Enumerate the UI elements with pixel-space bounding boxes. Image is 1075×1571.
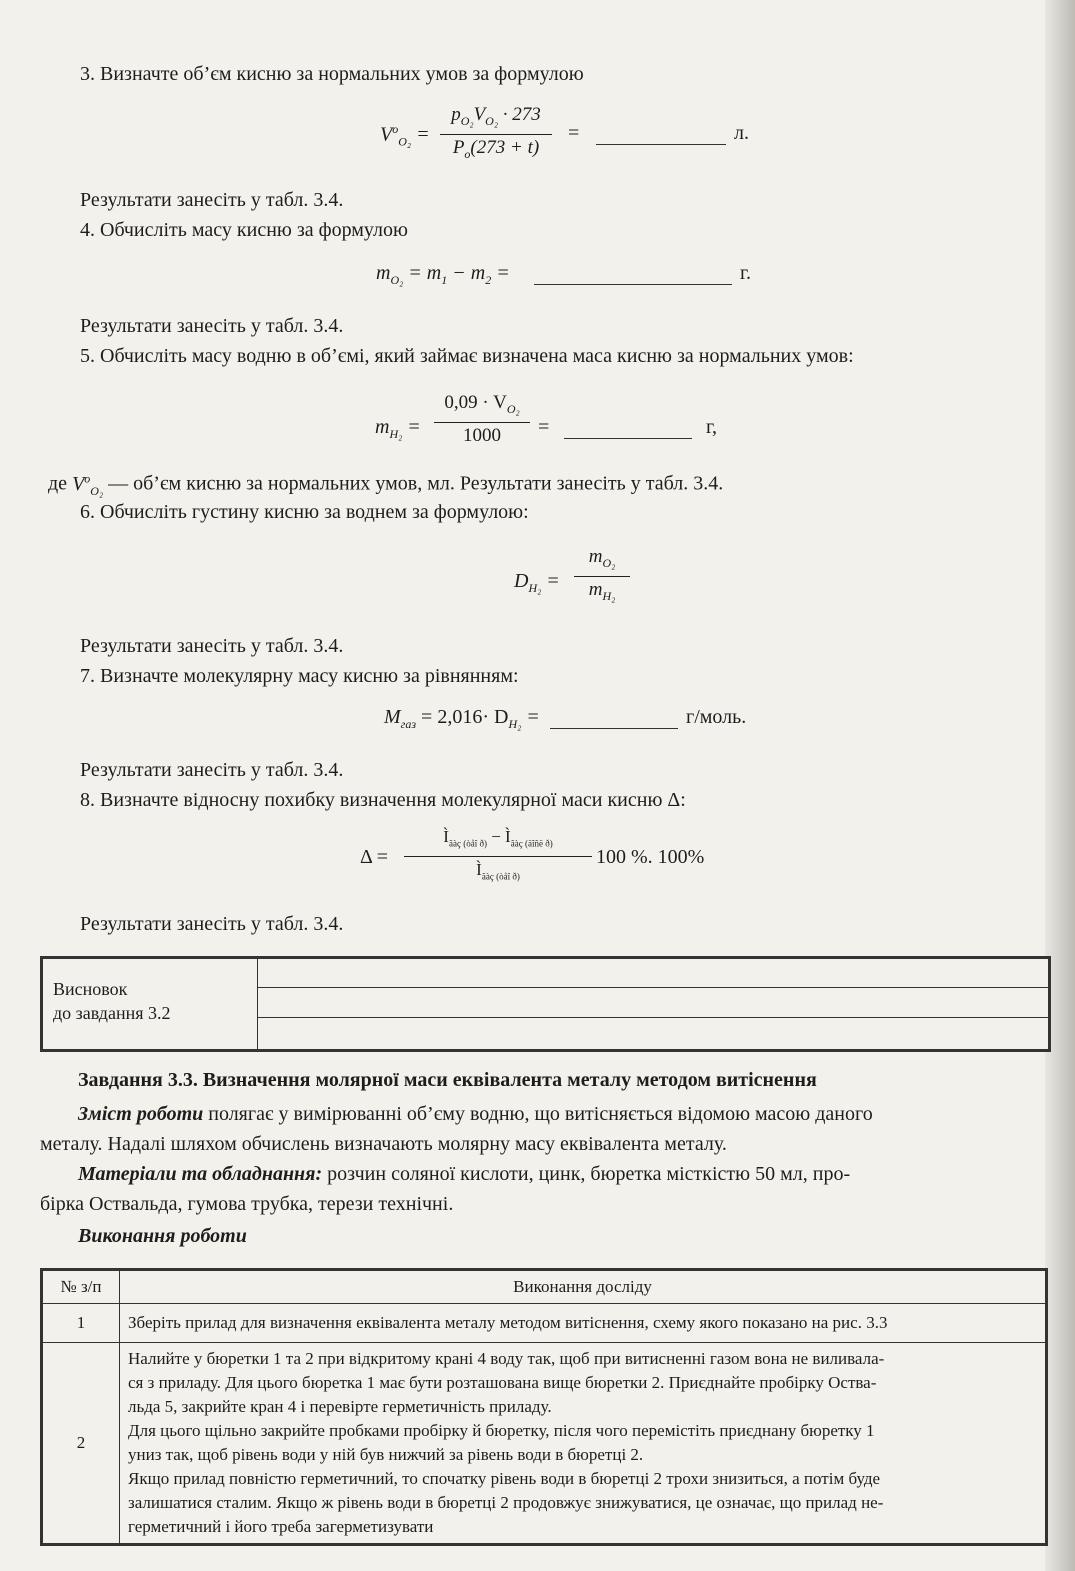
step6-result: Результати занесіть у табл. 3.4.	[80, 635, 344, 657]
step6-heading: 6. Обчисліть густину кисню за воднем за формулою:	[80, 501, 529, 523]
table-row	[42, 1343, 1047, 1545]
formula-mass-o2: $m_{O_2} = m_1 - m_2$ =	[376, 262, 510, 287]
table-row-line: герметичний і його треба загерметизувати	[128, 1517, 434, 1536]
table-row-line: Якщо прилад повністю герметичний, то спочатку рівень води в бюретці 2 трохи знизиться, а потім буде	[128, 1469, 881, 1488]
formula-error-m1: Ì	[443, 827, 449, 846]
formula-mass-h2-numerator: 0,09 · V	[444, 392, 507, 413]
step3-result: Результати занесіть у табл. 3.4.	[80, 189, 344, 211]
step4-result: Результати занесіть у табл. 3.4.	[80, 315, 344, 337]
table-row-line: ся з приладу. Для цього бюретка 1 має бути розташована вище бюретки 2. Приєднайте пробірку Оства-	[128, 1373, 877, 1392]
formula-error-m3: Ì	[476, 860, 482, 880]
conclusion-box	[40, 956, 1051, 1052]
table-row-num: 1	[42, 1304, 120, 1343]
formula-volume-unit: л.	[734, 122, 749, 144]
step5-heading: 5. Обчисліть масу водню в об’ємі, який займає визначена маса кисню за нормальних умов:	[80, 345, 854, 367]
step5-where-line: де $V^o_{O_2}$ — об’єм кисню за нормальних умов, мл. Результати занесіть у табл. 3.4.	[48, 471, 724, 498]
formula-volume-fraction: $p_{O_2}V_{O_2} \cdot 273$ $P_o(273 + t)$	[440, 104, 552, 165]
table-row-line: залишатися сталим. Якщо ж рівень води в бюретці 2 продовжує знижуватися, це означає, що прилад не-	[128, 1493, 884, 1512]
formula-mass-h2-fraction: $0,09 \cdot V_{O_2}$ 1000	[434, 392, 530, 447]
conclusion-label	[53, 977, 253, 1025]
formula-mass-h2-unit: г,	[706, 416, 717, 438]
table-header-row	[42, 1270, 1047, 1304]
conclusion-line-2[interactable]	[257, 1017, 1048, 1018]
table-header-exec: Виконання досліду	[120, 1270, 1047, 1304]
formula-volume-lhs: $V^o_{O_2}$ =	[380, 122, 430, 149]
conclusion-label-line2: до завдання 3.2	[53, 1003, 171, 1023]
formula-molar-mass-unit: г/моль.	[686, 706, 747, 728]
formula-error-sub1: ãàç (òåî ð)	[448, 838, 487, 849]
conclusion-line-1[interactable]	[257, 987, 1048, 988]
task33-execution-label: Виконання роботи	[78, 1225, 247, 1247]
formula-molar-mass-expr: = 2,016· D	[421, 706, 509, 728]
task33-materials-line2: бірка Оствальда, гумова трубка, терези технічні.	[40, 1193, 454, 1215]
formula-mass-unit: г.	[740, 262, 751, 284]
table-row-line: Налийте у бюретки 1 та 2 при відкритому крані 4 воду так, щоб при витисненні газом вона не виливала-	[128, 1349, 885, 1368]
conclusion-divider	[257, 959, 258, 1049]
task33-title: Завдання 3.3. Визначення молярної маси еквівалента металу методом витіснення	[78, 1069, 817, 1091]
step5-where-text: — об’єм кисню за нормальних умов, мл. Результати занесіть у табл. 3.4.	[108, 472, 724, 495]
step8-result: Результати занесіть у табл. 3.4.	[80, 913, 344, 935]
step8-heading: 8. Визначте відносну похибку визначення молекулярної маси кисню Δ:	[80, 789, 686, 811]
formula-mass-h2-blank[interactable]	[564, 438, 692, 439]
table-row-num: 2	[42, 1343, 120, 1545]
task33-materials-line1	[78, 1162, 850, 1186]
formula-volume-eq: =	[568, 122, 580, 144]
formula-mass-h2-denominator: 1000	[463, 424, 501, 446]
table-header-num: № з/п	[42, 1270, 120, 1304]
step5-where: де	[48, 472, 68, 495]
formula-density-lhs: $D_{H_2}$ =	[514, 570, 560, 595]
formula-error-tail: 100 %. 100%	[596, 846, 705, 868]
step3-heading: 3. Визначте об’єм кисню за нормальних умов за формулою	[80, 63, 584, 85]
task33-content-line2: металу. Надалі шляхом обчислень визначають молярну масу еквівалента металу.	[40, 1133, 727, 1155]
task33-content-line1	[78, 1102, 873, 1126]
table-row-line: униз так, щоб рівень води у ній був нижчий за рівень води в бюретці 2.	[128, 1445, 644, 1464]
formula-error-m2: Ì	[505, 827, 511, 846]
table-row-text	[120, 1343, 1047, 1545]
formula-volume-blank[interactable]	[596, 144, 726, 145]
formula-error-sub2: ãàç (äîñë ð)	[510, 838, 553, 849]
step7-result: Результати занесіть у табл. 3.4.	[80, 759, 344, 781]
task33-materials-label: Матеріали та обладнання:	[78, 1163, 323, 1185]
formula-mass-h2-lhs: $m_{H_2}$ =	[375, 416, 421, 441]
formula-density-fraction: $m_{O_2}$ $m_{H_2}$	[574, 546, 630, 607]
conclusion-label-line1: Висновок	[53, 979, 128, 999]
page-edge-shadow	[1045, 0, 1075, 1571]
table-row	[42, 1304, 1047, 1343]
task33-materials-text1: розчин соляної кислоти, цинк, бюретка місткістю 50 мл, про-	[327, 1163, 851, 1185]
formula-molar-mass-blank[interactable]	[550, 728, 678, 729]
formula-error-fraction: $Ì_{ãàç (òåî ð)}$ − $Ì_{ãàç (äîñë ð)}$ $Ì_{ãàç (òåî ð)}$	[404, 826, 592, 888]
formula-error-sub3: ãàç (òåî ð)	[481, 871, 520, 882]
table-row-text: Зберіть прилад для визначення еквівалента металу методом витіснення, схему якого показано на рис. 3.3	[120, 1304, 1047, 1343]
table-row-line: льда 5, закрийте кран 4 і перевірте герметичність приладу.	[128, 1397, 552, 1416]
formula-error-lhs: Δ =	[360, 846, 389, 868]
table-row-line: Для цього щільно закрийте пробками пробірку й бюретку, після чого перемістіть приєднану бюретку 1	[128, 1421, 875, 1440]
task33-content-text1: полягає у вимірюванні об’єму водню, що витісняється відомою масою даного	[208, 1103, 873, 1125]
task33-content-label: Зміст роботи	[78, 1103, 204, 1125]
step7-heading: 7. Визначте молекулярну масу кисню за рівнянням:	[80, 665, 519, 687]
step4-heading: 4. Обчисліть масу кисню за формулою	[80, 219, 408, 241]
formula-mass-blank[interactable]	[534, 284, 732, 285]
formula-mass-h2-eq: =	[538, 416, 550, 438]
execution-table	[40, 1268, 1048, 1546]
formula-molar-mass: $M_{газ} = 2,016\cdot D_{H_2}$ =	[384, 706, 540, 731]
